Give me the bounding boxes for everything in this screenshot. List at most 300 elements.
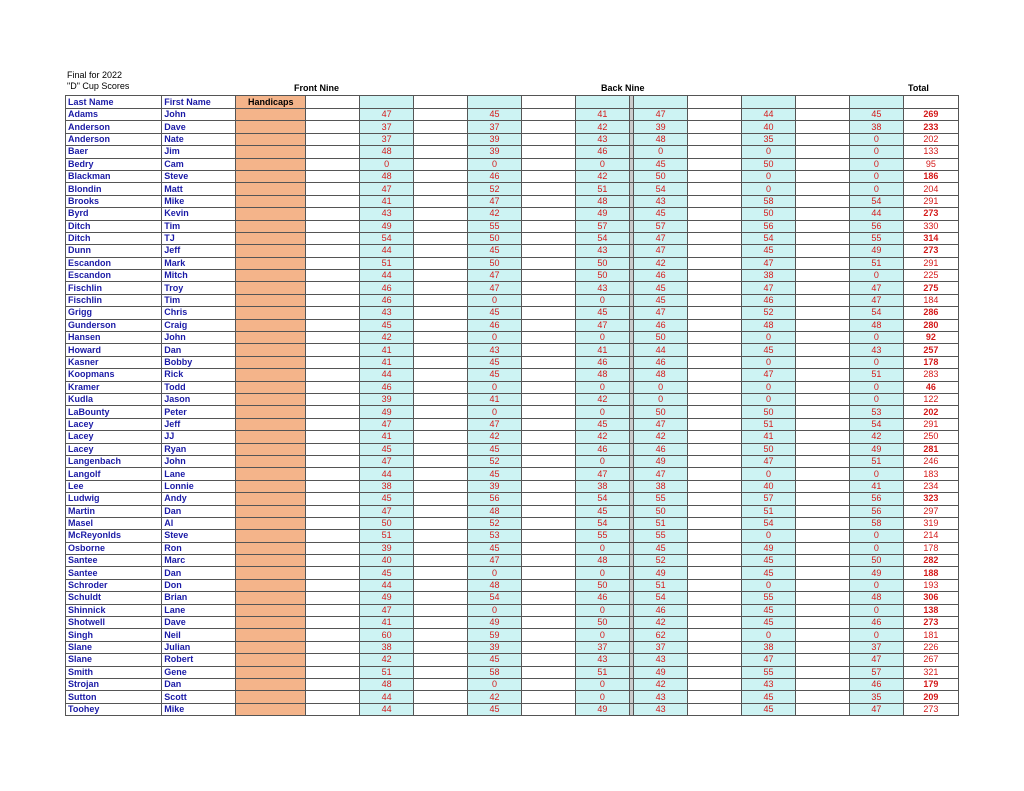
blank-cell [795,443,849,455]
blank-cell [688,418,742,430]
blank-cell [521,703,575,715]
blank-cell [795,555,849,567]
score-cell: 53 [468,530,522,542]
blank-cell [414,555,468,567]
first-name: Julian [162,641,236,653]
score-cell: 48 [634,133,688,145]
score-cell: 46 [634,270,688,282]
blank-cell [521,109,575,121]
first-name: Dan [162,505,236,517]
blank-cell [414,530,468,542]
player-row [66,431,959,443]
blank-cell [306,356,360,368]
blank-cell [521,542,575,554]
score-cell: 0 [742,170,796,182]
blank-cell [521,555,575,567]
blank-cell [414,170,468,182]
player-row [66,356,959,368]
total-cell: 297 [903,505,958,517]
score-cell: 45 [575,307,629,319]
player-row [66,654,959,666]
blank-cell [521,195,575,207]
score-cell: 42 [468,208,522,220]
score-cell: 0 [468,678,522,690]
header-row [66,96,959,109]
blank-cell [414,121,468,133]
blank-cell [795,245,849,257]
last-name: Toohey [66,703,162,715]
score-cell: 0 [742,468,796,480]
score-cell: 54 [742,517,796,529]
blank-cell [306,629,360,641]
total-cell: 291 [903,257,958,269]
player-row [66,332,959,344]
player-row [66,270,959,282]
score-cell: 50 [575,617,629,629]
blank-cell [521,158,575,170]
first-name: Don [162,579,236,591]
player-row [66,344,959,356]
handicap-cell [236,270,306,282]
blank-cell [688,381,742,393]
blank-cell [688,170,742,182]
score-cell: 47 [468,195,522,207]
score-cell: 42 [575,431,629,443]
score-cell: 46 [575,443,629,455]
score-cell: 0 [575,381,629,393]
score-cell: 0 [575,604,629,616]
score-cell: 48 [575,195,629,207]
total-cell: 95 [903,158,958,170]
blank-cell [795,592,849,604]
first-name: Dan [162,344,236,356]
score-cell: 41 [360,431,414,443]
blank-cell [795,678,849,690]
blank-cell [306,294,360,306]
score-cell: 54 [468,592,522,604]
score-cell: 42 [575,170,629,182]
score-cell: 39 [468,133,522,145]
player-row [66,319,959,331]
last-name: Escandon [66,257,162,269]
handicap-cell [236,579,306,591]
blank-cell [521,493,575,505]
blank-cell [306,170,360,182]
score-cell: 0 [575,332,629,344]
blank-cell [688,356,742,368]
total-label: Total [908,83,929,93]
blank-cell [521,356,575,368]
score-cell: 54 [634,592,688,604]
score-cell: 48 [575,555,629,567]
score-cell: 45 [360,443,414,455]
total-cell: 181 [903,629,958,641]
blank-cell [306,270,360,282]
blank-cell [414,282,468,294]
handicap-cell [236,480,306,492]
player-row [66,629,959,641]
score-cell: 0 [575,406,629,418]
last-name: Langolf [66,468,162,480]
blank-cell [306,654,360,666]
score-cell: 45 [634,542,688,554]
score-cell: 58 [849,517,903,529]
player-row [66,133,959,145]
blank-cell [414,629,468,641]
blank-cell [306,208,360,220]
score-cell: 51 [360,530,414,542]
first-name: Mark [162,257,236,269]
score-cell: 47 [742,369,796,381]
total-cell: 323 [903,493,958,505]
score-cell: 0 [849,332,903,344]
last-name: Anderson [66,133,162,145]
score-cell: 54 [849,195,903,207]
score-cell: 44 [360,245,414,257]
total-cell: 319 [903,517,958,529]
score-cell: 52 [468,455,522,467]
player-row [66,393,959,405]
blank-cell [521,629,575,641]
score-cell: 47 [468,282,522,294]
last-name: Koopmans [66,369,162,381]
total-cell: 92 [903,332,958,344]
blank-cell [306,505,360,517]
blank-cell [688,257,742,269]
first-name: Jim [162,146,236,158]
score-cell: 42 [575,121,629,133]
blank-cell [306,431,360,443]
player-row [66,170,959,182]
player-row [66,109,959,121]
blank-cell [688,542,742,554]
total-cell: 280 [903,319,958,331]
score-cell: 38 [849,121,903,133]
score-cell: 0 [468,604,522,616]
score-cell: 46 [468,319,522,331]
blank-cell [795,542,849,554]
blank-cell [414,109,468,121]
score-cell: 50 [575,579,629,591]
total-cell: 178 [903,542,958,554]
blank-cell [306,641,360,653]
first-name: JJ [162,431,236,443]
player-row [66,183,959,195]
handicap-cell [236,282,306,294]
player-row [66,369,959,381]
score-cell: 49 [634,567,688,579]
header-handicaps: Handicaps [236,96,306,109]
score-cell: 54 [575,517,629,529]
blank-cell [688,183,742,195]
blank-cell [306,332,360,344]
first-name: Steve [162,170,236,182]
blank-cell [795,369,849,381]
total-cell: 193 [903,579,958,591]
blank-cell [414,468,468,480]
handicap-cell [236,641,306,653]
score-cell: 0 [575,678,629,690]
blank-cell [414,567,468,579]
score-cell: 0 [742,381,796,393]
blank-cell [414,332,468,344]
handicap-cell [236,406,306,418]
score-cell: 44 [360,468,414,480]
blank-cell [795,332,849,344]
score-cell: 47 [742,455,796,467]
score-cell: 39 [360,393,414,405]
blank-cell [414,195,468,207]
score-cell: 0 [849,356,903,368]
score-cell: 50 [742,443,796,455]
score-cell: 48 [849,319,903,331]
score-cell: 49 [575,208,629,220]
first-name: Tim [162,220,236,232]
player-row [66,381,959,393]
blank-cell [688,555,742,567]
total-cell: 330 [903,220,958,232]
first-name: Steve [162,530,236,542]
score-cell: 0 [360,158,414,170]
score-cell: 38 [360,641,414,653]
player-row [66,232,959,244]
blank-cell [521,282,575,294]
blank-cell [795,505,849,517]
score-cell: 49 [849,443,903,455]
blank-cell [688,703,742,715]
last-name: Singh [66,629,162,641]
blank-cell [688,468,742,480]
blank-cell [414,617,468,629]
blank-cell [795,319,849,331]
blank-cell [521,617,575,629]
score-cell: 0 [849,604,903,616]
last-name: Lacey [66,418,162,430]
last-name: Anderson [66,121,162,133]
score-cell: 45 [634,282,688,294]
score-cell: 47 [634,232,688,244]
player-row [66,282,959,294]
blank-cell [414,443,468,455]
player-row [66,418,959,430]
handicap-cell [236,393,306,405]
total-cell: 188 [903,567,958,579]
blank-cell [688,530,742,542]
total-cell: 283 [903,369,958,381]
last-name: Osborne [66,542,162,554]
score-cell: 40 [742,480,796,492]
score-cell: 49 [634,666,688,678]
score-cell: 49 [575,703,629,715]
handicap-cell [236,542,306,554]
front-nine-label: Front Nine [294,83,339,93]
score-cell: 37 [360,133,414,145]
blank-cell [688,344,742,356]
first-name: Craig [162,319,236,331]
blank-cell [795,617,849,629]
player-row [66,195,959,207]
player-row [66,158,959,170]
blank-cell [521,579,575,591]
score-cell: 56 [742,220,796,232]
blank-cell [414,592,468,604]
blank-cell [795,356,849,368]
score-cell: 0 [575,629,629,641]
blank-cell [795,307,849,319]
blank-cell [306,133,360,145]
score-cell: 0 [634,146,688,158]
blank-cell [521,455,575,467]
score-cell: 44 [634,344,688,356]
score-cell: 37 [468,121,522,133]
blank-cell [306,307,360,319]
score-cell: 45 [634,208,688,220]
first-name: Cam [162,158,236,170]
blank-cell [306,530,360,542]
total-cell: 291 [903,418,958,430]
blank-cell [414,369,468,381]
score-cell: 50 [468,232,522,244]
total-cell: 138 [903,604,958,616]
blank-cell [414,542,468,554]
first-name: Lane [162,468,236,480]
last-name: Blackman [66,170,162,182]
total-cell: 209 [903,691,958,703]
blank-cell [795,629,849,641]
score-cell: 45 [360,567,414,579]
score-cell: 0 [742,332,796,344]
score-cell: 0 [634,381,688,393]
score-cell: 41 [849,480,903,492]
blank-cell [688,307,742,319]
score-cell: 0 [575,567,629,579]
player-row [66,480,959,492]
first-name: Brian [162,592,236,604]
score-cell: 43 [575,245,629,257]
first-name: Al [162,517,236,529]
blank-cell [688,691,742,703]
blank-cell [414,393,468,405]
blank-cell [521,257,575,269]
blank-cell [306,480,360,492]
blank-cell [688,133,742,145]
blank-cell [795,170,849,182]
handicap-cell [236,183,306,195]
blank-cell [688,294,742,306]
first-name: Bobby [162,356,236,368]
score-cell: 51 [575,183,629,195]
score-cell: 41 [360,344,414,356]
player-row [66,666,959,678]
score-cell: 47 [360,418,414,430]
last-name: Blondin [66,183,162,195]
total-cell: 202 [903,133,958,145]
score-cell: 42 [468,691,522,703]
score-cell: 52 [634,555,688,567]
total-cell: 250 [903,431,958,443]
score-cell: 45 [468,307,522,319]
score-cell: 0 [468,381,522,393]
score-cell: 46 [575,146,629,158]
player-row [66,567,959,579]
score-cell: 47 [360,109,414,121]
blank-cell [521,121,575,133]
blank-cell [795,641,849,653]
score-cell: 48 [360,146,414,158]
total-cell: 257 [903,344,958,356]
last-name: Grigg [66,307,162,319]
score-cell: 39 [468,480,522,492]
score-cell: 55 [742,592,796,604]
player-row [66,208,959,220]
total-cell: 281 [903,443,958,455]
first-name: Todd [162,381,236,393]
blank-cell [306,245,360,257]
blank-cell [414,579,468,591]
score-cell: 0 [575,542,629,554]
blank-cell [688,121,742,133]
player-row [66,220,959,232]
first-name: Dan [162,678,236,690]
score-cell: 49 [849,245,903,257]
score-cell: 54 [742,232,796,244]
handicap-cell [236,208,306,220]
blank-cell [795,579,849,591]
handicap-cell [236,604,306,616]
score-cell: 50 [575,257,629,269]
score-cell: 54 [849,418,903,430]
blank-cell [306,493,360,505]
blank-cell [521,406,575,418]
blank-cell [795,480,849,492]
score-cell: 48 [468,505,522,517]
total-cell: 202 [903,406,958,418]
score-cell: 45 [742,691,796,703]
blank-cell [306,146,360,158]
blank-cell [521,208,575,220]
score-cell: 45 [360,319,414,331]
blank-cell [306,691,360,703]
score-cell: 51 [360,257,414,269]
score-cell: 51 [849,257,903,269]
score-cell: 47 [634,418,688,430]
blank-cell [414,208,468,220]
blank-cell [414,406,468,418]
score-cell: 42 [360,332,414,344]
score-cell: 0 [468,567,522,579]
player-row [66,443,959,455]
blank-cell [688,332,742,344]
last-name: Lacey [66,443,162,455]
score-cell: 0 [742,629,796,641]
score-cell: 53 [849,406,903,418]
blank-cell [688,406,742,418]
score-cell: 56 [849,493,903,505]
last-name: Shotwell [66,617,162,629]
blank-cell [306,555,360,567]
score-cell: 38 [575,480,629,492]
first-name: Troy [162,282,236,294]
blank-cell [521,517,575,529]
handicap-cell [236,691,306,703]
blank-cell [306,220,360,232]
score-cell: 51 [575,666,629,678]
handicap-cell [236,617,306,629]
score-cell: 46 [634,443,688,455]
total-cell: 225 [903,270,958,282]
blank-cell [414,245,468,257]
first-name: Lane [162,604,236,616]
